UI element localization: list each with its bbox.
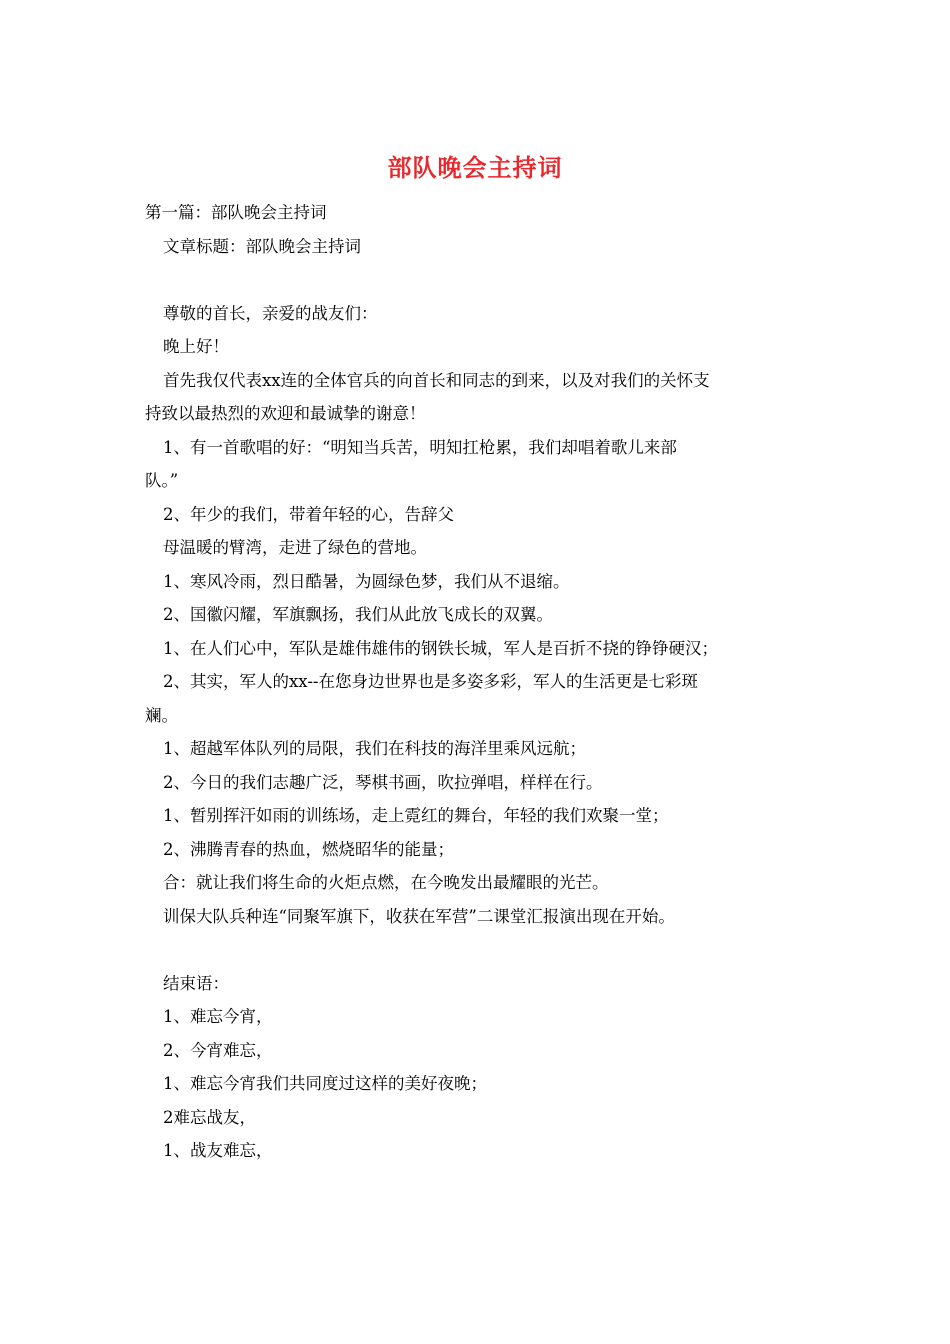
paragraph-line: 2难忘战友，: [163, 1107, 256, 1127]
paragraph-line: 2、今宵难忘，: [163, 1040, 273, 1060]
paragraph-line: 合：就让我们将生命的火炬点燃，在今晚发出最耀眼的光芒。: [163, 873, 609, 892]
blank-line: [145, 263, 815, 297]
paragraph-line: 斓。: [145, 705, 178, 725]
paragraph-line: 训保大队兵种连“同聚军旗下，收获在军营”二课堂汇报演出现在开始。: [163, 906, 675, 926]
paragraph-line: 母温暖的臂湾，走进了绿色的营地。: [163, 538, 427, 557]
paragraph-line: 2、今日的我们志趣广泛，琴棋书画，吹拉弹唱，样样在行。: [163, 772, 603, 792]
paragraph-line: 2、年少的我们，带着年轻的心，告辞父: [163, 504, 454, 524]
paragraph-line: 晚上好！: [163, 337, 229, 356]
paragraph-line: 1、超越军体队列的局限，我们在科技的海洋里乘风远航；: [163, 739, 586, 758]
article-title-line: 文章标题：部队晚会主持词: [163, 236, 361, 256]
paragraph-line: 1、有一首歌唱的好：“明知当兵苦，明知扛枪累，我们却唱着歌儿来部: [163, 437, 677, 457]
paragraph-line: 2、沸腾青春的热血，燃烧昭华的能量；: [163, 839, 454, 859]
greeting-line: 尊敬的首长，亲爱的战友们：: [163, 303, 378, 323]
paragraph-line: 2、其实，军人的xx--在您身边世界也是多姿多彩，军人的生活更是七彩斑: [163, 672, 698, 691]
blank-line: [145, 933, 815, 967]
paragraph-line: 持致以最热烈的欢迎和最诚挚的谢意！: [145, 404, 426, 423]
paragraph-line: 1、战友难忘，: [163, 1141, 273, 1160]
paragraph-line: 队。”: [145, 471, 179, 490]
document-body: [145, 196, 815, 1168]
closing-heading: 结束语：: [163, 973, 229, 993]
paragraph-line: 首先我仅代表xx连的全体官兵的向首长和同志的到来，以及对我们的关怀支: [163, 370, 710, 390]
paragraph-line: 1、寒风冷雨，烈日酷暑，为圆绿色梦，我们从不退缩。: [163, 571, 570, 591]
section-heading: 第一篇：部队晚会主持词: [145, 203, 327, 222]
paragraph-line: 1、难忘今宵我们共同度过这样的美好夜晚；: [163, 1074, 487, 1093]
paragraph-line: 1、暂别挥汗如雨的训练场，走上霓红的舞台，年轻的我们欢聚一堂；: [163, 806, 669, 825]
paragraph-line: 1、难忘今宵，: [163, 1007, 273, 1026]
paragraph-line: 2、国徽闪耀，军旗飘扬，我们从此放飞成长的双翼。: [163, 605, 553, 624]
paragraph-line: 1、在人们心中，军队是雄伟雄伟的钢铁长城，军人是百折不挠的铮铮硬汉；: [163, 638, 718, 658]
document-title: 部队晚会主持词: [387, 153, 563, 182]
